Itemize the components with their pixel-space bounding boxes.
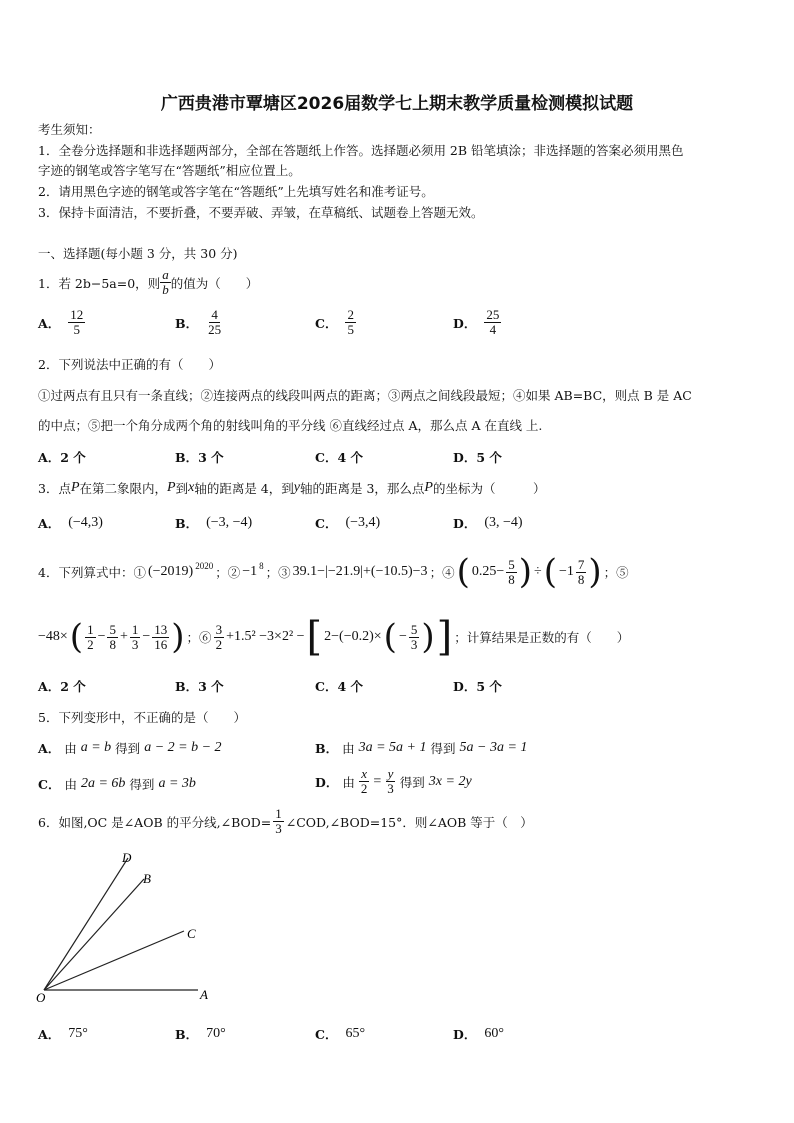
q4-e5-frac2-num: 5 xyxy=(109,621,116,637)
q3-text-6: 的坐标为（ ） xyxy=(432,481,546,496)
q4-expr-1-exponent: 2020 xyxy=(195,561,214,571)
q2-option-b[interactable]: B．3 个 xyxy=(175,450,224,465)
question-3-stem xyxy=(38,479,546,497)
q4-e6-frac2-num: 5 xyxy=(410,621,418,637)
q5-c-text-2: 得到 xyxy=(129,777,155,792)
q4-expr-2-exponent: 8 xyxy=(259,561,264,571)
q1-option-a-label: A． xyxy=(38,315,61,331)
q3-text-3: 到 xyxy=(175,481,189,496)
q4-e5-op-2: + xyxy=(119,629,128,644)
q5-option-c[interactable] xyxy=(38,775,196,793)
notice-heading: 考生须知： xyxy=(38,122,101,137)
q4-e4-frac1-num: 5 xyxy=(508,556,515,572)
q5-b-math-2: 5a − 3a = 1 xyxy=(459,740,528,755)
q2-option-a[interactable]: A．2 个 xyxy=(38,450,86,465)
notice-line-3: 2．请用黑色字迹的钢笔或答字笔在“答题纸”上先填写姓名和准考证号。 xyxy=(38,184,434,199)
q4-expr-4-open-paren: ( xyxy=(456,552,470,592)
q5-a-text-1: 由 xyxy=(64,741,77,756)
q5-d-math-2: 3x = 2y xyxy=(428,773,472,789)
q6-frac-den: 3 xyxy=(275,821,282,836)
notice-line-2: 字迹的钢笔或答字笔写在“答题纸”相应位置上。 xyxy=(38,163,301,178)
q4-e5-frac4-den: 16 xyxy=(154,636,168,652)
label-o: O xyxy=(36,990,46,1005)
q3-option-a[interactable] xyxy=(38,514,103,532)
q3-option-b-value: (−3, −4) xyxy=(206,515,253,530)
q6-pre: 6．如图,OC 是∠AOB 的平分线,∠BOD= xyxy=(38,814,272,830)
q4-e5-frac4-num: 13 xyxy=(154,621,168,637)
q4-expr-5-a: −48× xyxy=(38,629,68,644)
question-1-stem xyxy=(38,268,258,297)
q4-e5-frac2-den: 8 xyxy=(109,636,116,652)
q5-d-equals: = xyxy=(373,773,382,789)
q4-expr-6-open-paren: ( xyxy=(383,617,397,657)
q5-option-d-label: D． xyxy=(315,774,339,790)
q1-post: 的值为（ ） xyxy=(170,275,259,291)
q4-e6-frac2-den: 3 xyxy=(410,636,418,652)
q4-e5-frac3-den: 3 xyxy=(131,636,139,652)
section-heading: 一、选择题(每小题 3 分，共 30 分) xyxy=(38,246,238,261)
q4-expr-6-b: 2−(−0.2)× xyxy=(324,629,382,644)
q6-option-b-value: 70° xyxy=(206,1026,226,1041)
page-title: 广西贵港市覃塘区2026届数学七上期末教学质量检测模拟试题 xyxy=(160,94,634,114)
q4-expr-2: −1 xyxy=(242,564,258,579)
q1-option-c[interactable] xyxy=(315,308,356,337)
q4-option-c[interactable]: C．4 个 xyxy=(315,679,363,694)
q6-option-c-label: C． xyxy=(315,1027,338,1042)
q4-expr-4-close-paren-2: ) xyxy=(588,552,602,592)
q4-e5-frac1-den: 2 xyxy=(87,636,94,652)
q4-e6-frac1-den: 2 xyxy=(215,636,223,652)
q4-expr-4-open-paren-2: ( xyxy=(543,552,557,592)
ray-od xyxy=(44,858,128,990)
label-d: D xyxy=(122,850,132,865)
q4-e6-frac1-num: 3 xyxy=(215,621,223,637)
q1-b-den: 25 xyxy=(208,322,222,337)
ray-oc xyxy=(44,931,184,990)
notice-line-1: 1．全卷分选择题和非选择题两部分，全部在答题纸上作答。选择题必须用 2B 铅笔填涂；非选择题的答案必须用黑色 xyxy=(38,143,684,158)
q6-option-c[interactable] xyxy=(315,1025,365,1043)
q3-option-d[interactable] xyxy=(453,514,523,532)
q1-a-den: 5 xyxy=(73,322,80,337)
q3-text-1: 3．点 xyxy=(38,481,71,496)
q1-option-a[interactable] xyxy=(38,308,85,337)
q4-expr-6-close-paren: ) xyxy=(421,617,435,657)
q3-option-d-value: (3, −4) xyxy=(484,515,523,530)
q3-var-p2: P xyxy=(167,480,176,495)
q4-intro: 4．下列算式中：① xyxy=(38,565,146,580)
q3-var-x: x xyxy=(188,480,195,495)
q6-option-d[interactable] xyxy=(453,1025,504,1043)
q4-sep-1: ；② xyxy=(215,565,241,580)
q4-e5-op-1: − xyxy=(97,629,106,644)
q4-expr-5-open-paren: ( xyxy=(69,617,84,657)
q4-sep-3: ；④ xyxy=(429,565,455,580)
q5-c-math-2: a = 3b xyxy=(158,776,196,791)
q1-c-num: 2 xyxy=(347,307,354,322)
q4-expr-4-close-paren: ) xyxy=(518,552,533,592)
q4-e4-frac1-den: 8 xyxy=(508,571,515,587)
q5-option-a-label: A． xyxy=(38,741,61,756)
notice-line-4: 3．保持卡面清洁，不要折叠，不要弄破、弄皱，在草稿纸、试题卷上答题无效。 xyxy=(38,205,484,220)
q1-frac-den: b xyxy=(162,282,169,297)
q5-d-text-2: 得到 xyxy=(399,774,425,790)
q3-text-4: 轴的距离是 4，到 xyxy=(194,481,294,496)
q1-option-d[interactable] xyxy=(453,308,501,337)
q6-option-a-value: 75° xyxy=(68,1026,88,1041)
q6-angle-figure xyxy=(30,845,230,1010)
q5-option-a[interactable] xyxy=(38,739,222,757)
q4-sep-4: ；⑤ xyxy=(603,565,629,580)
q5-c-text-1: 由 xyxy=(64,777,77,792)
q4-e5-frac3-num: 1 xyxy=(131,621,139,637)
label-c: C xyxy=(187,926,196,941)
q6-option-a[interactable] xyxy=(38,1025,88,1043)
q4-expr-6-c: − xyxy=(398,629,407,644)
q1-option-c-label: C． xyxy=(315,315,338,331)
q4-expr-6-a: +1.5² −3×2² − xyxy=(226,629,305,644)
q3-option-b[interactable] xyxy=(175,514,252,532)
q1-option-b[interactable] xyxy=(175,308,223,337)
q4-option-b[interactable]: B．3 个 xyxy=(175,679,224,694)
q1-option-b-label: B． xyxy=(175,315,199,331)
q3-text-5: 轴的距离是 3，那么点 xyxy=(299,481,425,496)
q5-option-c-label: C． xyxy=(38,777,61,792)
q5-d-frac1-den: 2 xyxy=(360,781,368,796)
question-4-line-2 xyxy=(38,614,629,660)
q4-expr-4-a: 0.25− xyxy=(471,564,505,579)
q3-var-p3: P xyxy=(424,480,433,495)
q1-fraction xyxy=(160,268,171,297)
q6-option-b[interactable] xyxy=(175,1025,226,1043)
q2-statement-line-2: 的中点；⑤把一个角分成两个角的射线叫角的平分线 ⑥直线经过点 A，那么点 A 在直线 上. xyxy=(38,418,543,433)
q4-expr-4-divide: ÷ xyxy=(534,564,542,579)
q1-pre: 1．若 2b−5a=0，则 xyxy=(38,275,161,291)
q3-var-p1: P xyxy=(70,480,80,495)
q6-option-d-value: 60° xyxy=(484,1026,504,1041)
question-6-stem xyxy=(38,807,533,836)
q4-e5-op-3: − xyxy=(142,629,151,644)
question-4-line-1 xyxy=(38,552,629,592)
q5-a-math-1: a = b xyxy=(80,740,112,755)
q2-option-d[interactable]: D．5 个 xyxy=(453,450,502,465)
q3-option-b-label: B． xyxy=(175,516,199,531)
q3-var-y: y xyxy=(293,480,300,495)
q3-option-c[interactable] xyxy=(315,514,380,532)
q4-option-d[interactable]: D．5 个 xyxy=(453,679,502,694)
q6-post: ∠COD,∠BOD=15°．则∠AOB 等于（ ） xyxy=(285,814,533,830)
q4-sep-5: ；⑥ xyxy=(186,630,212,645)
q3-option-d-label: D． xyxy=(453,516,477,531)
q5-option-d[interactable] xyxy=(315,767,472,796)
question-5-stem: 5．下列变形中，不正确的是（ ） xyxy=(38,710,246,725)
q4-tail: ；计算结果是正数的有（ ） xyxy=(454,630,630,645)
q5-a-math-2: a − 2 = b − 2 xyxy=(144,740,222,755)
q4-option-a[interactable]: A．2 个 xyxy=(38,679,86,694)
q4-expr-6-open-bracket: [ xyxy=(306,614,323,660)
q1-d-num: 25 xyxy=(486,307,500,322)
q3-option-a-label: A． xyxy=(38,516,61,531)
q5-d-text-1: 由 xyxy=(342,774,355,790)
q5-d-frac2-den: 3 xyxy=(387,781,394,796)
q3-option-a-value: (−4,3) xyxy=(68,515,103,530)
q5-d-frac1-num: x xyxy=(361,766,367,781)
q1-b-num: 4 xyxy=(211,307,218,322)
q5-b-text-1: 由 xyxy=(342,741,355,756)
q5-option-b-label: B． xyxy=(315,741,339,756)
q4-e4-frac2-num: 7 xyxy=(577,556,585,572)
q4-e4-frac2-den: 8 xyxy=(577,571,585,587)
q2-statement-line-1: ①过两点有且只有一条直线；②连接两点的线段叫两点的距离；③两点之间线段最短；④如果 AB=BC，则点 B 是 AC xyxy=(38,388,692,403)
q1-c-den: 5 xyxy=(347,322,354,337)
q5-d-frac2-num: y xyxy=(387,766,394,781)
q4-expr-1: (−2019) xyxy=(147,564,194,579)
q4-expr-3: 39.1−|−21.9|+(−10.5)−3 xyxy=(292,564,428,579)
q3-option-c-value: (−3,4) xyxy=(345,515,381,530)
q4-expr-6-close-bracket: ] xyxy=(436,614,453,660)
q3-text-2: 在第二象限内， xyxy=(79,481,168,496)
q6-option-b-label: B． xyxy=(175,1027,199,1042)
q2-option-c[interactable]: C．4 个 xyxy=(315,450,363,465)
q5-option-b[interactable] xyxy=(315,739,527,757)
q6-frac-num: 1 xyxy=(275,806,282,821)
ray-ob xyxy=(44,879,144,990)
q5-a-text-2: 得到 xyxy=(115,741,141,756)
q4-sep-2: ；③ xyxy=(265,565,291,580)
q4-e5-frac1-num: 1 xyxy=(87,621,94,637)
q5-b-math-1: 3a = 5a + 1 xyxy=(358,740,427,755)
q6-option-a-label: A． xyxy=(38,1027,61,1042)
q5-c-math-1: 2a = 6b xyxy=(80,776,126,791)
q6-option-d-label: D． xyxy=(453,1027,477,1042)
q4-expr-5-close-paren: ) xyxy=(171,617,185,657)
q1-d-den: 4 xyxy=(489,322,497,337)
question-2-stem: 2．下列说法中正确的有（ ） xyxy=(38,357,221,372)
q3-option-c-label: C． xyxy=(315,516,338,531)
label-b: B xyxy=(143,871,151,886)
label-a: A xyxy=(200,987,208,1002)
q1-frac-num: a xyxy=(162,267,169,282)
q4-expr-4-c: −1 xyxy=(558,564,574,579)
q6-option-c-value: 65° xyxy=(345,1026,366,1041)
q5-b-text-2: 得到 xyxy=(430,741,456,756)
q1-option-d-label: D． xyxy=(453,315,477,331)
q1-a-num: 12 xyxy=(70,307,84,322)
